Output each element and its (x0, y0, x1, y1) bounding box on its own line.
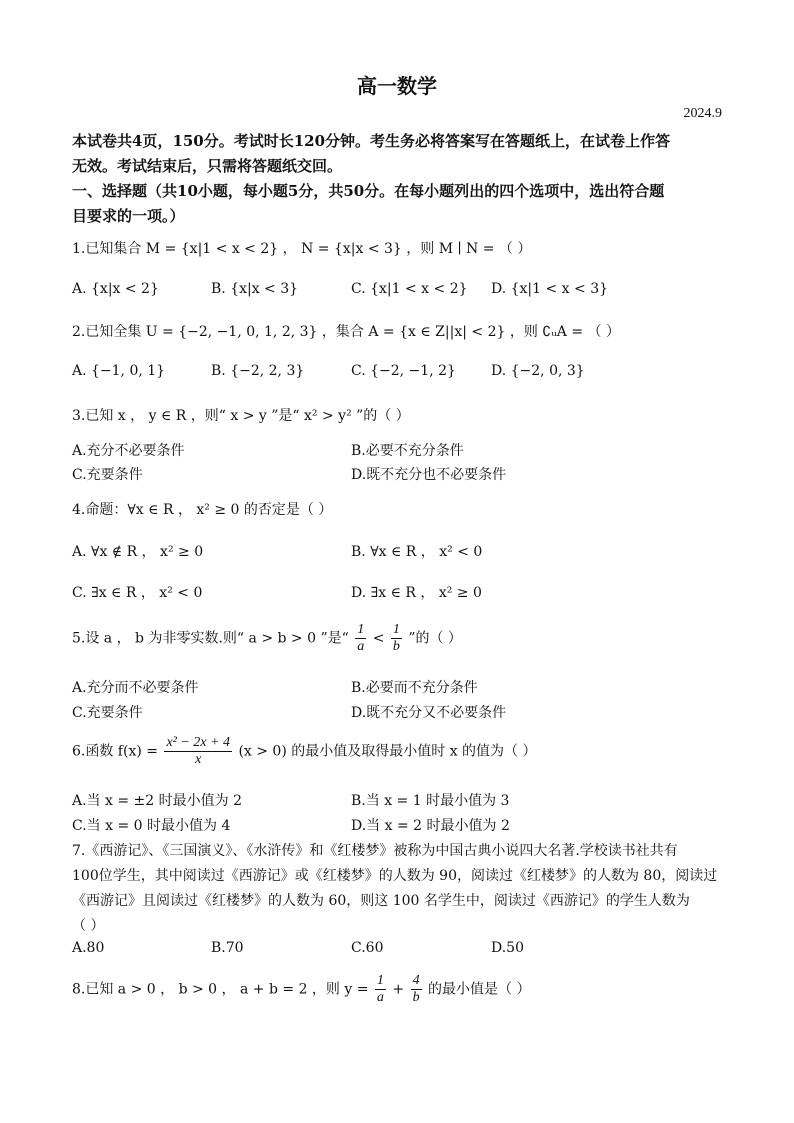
question-5-less-than: < (372, 630, 385, 647)
question-8-stem-pre: 8.已知 a > 0 ， b > 0 ， a + b = 2 ，则 y = (72, 981, 369, 998)
section-heading-line-2: 目要求的一项。） (72, 207, 185, 225)
question-5-option-d: D.既不充分又不必要条件 (351, 705, 507, 721)
question-5-stem-pre: 5.设 a ， b 为非零实数.则“ a > b > 0 ”是“ (72, 630, 349, 647)
question-5-stem-post: ”的（ ） (408, 630, 462, 647)
page-title: 高一数学 (357, 74, 437, 98)
question-4-option-a: A. ∀x ∉ R ， x² ≥ 0 (72, 544, 204, 560)
question-5-fraction-1: $\frac{1}{a}$ (357, 622, 365, 654)
exam-date: 2024.9 (683, 106, 722, 121)
question-1-option-a: A. {x|x < 2} (72, 281, 159, 297)
question-3-option-a: A.充分不必要条件 (72, 443, 185, 459)
question-4-stem: 4.命题：∀x ∈ R ， x² ≥ 0 的否定是（ ） (72, 502, 333, 518)
question-7-option-b: B.70 (211, 940, 244, 956)
question-6-stem-post: (x > 0) 的最小值及取得最小值时 x 的值为（ ） (238, 743, 537, 760)
question-8-stem (72, 973, 530, 1006)
question-1-stem: 1.已知集合 M = {x|1 < x < 2} ， N = {x|x < 3} ，则 M ∣ N = （ ） (72, 241, 532, 257)
question-6-stem-pre: 6.函数 f(x) = (72, 743, 158, 760)
question-5-option-b: B.必要而不充分条件 (351, 680, 478, 696)
question-5-option-a: A.充分而不必要条件 (72, 680, 199, 696)
question-2-option-c: C. {−2, −1, 2} (351, 363, 456, 379)
question-4-option-c: C. ∃x ∈ R ， x² < 0 (72, 585, 203, 601)
question-1-option-c: C. {x|1 < x < 2} (351, 281, 468, 297)
question-7-stem-line-2: 100位学生，其中阅读过《西游记》或《红楼梦》的人数为 90，阅读过《红楼梦》的人数为 80，阅读过 (72, 868, 718, 884)
question-2-option-b: B. {−2, 2, 3} (211, 363, 305, 379)
question-4-option-d: D. ∃x ∈ R ， x² ≥ 0 (351, 585, 482, 601)
question-4-option-b: B. ∀x ∈ R ， x² < 0 (351, 544, 483, 560)
question-2-stem: 2.已知全集 U = {−2, −1, 0, 1, 2, 3} ，集合 A = {x ∈ Z||x| < 2} ，则 ∁ᵤA = （ ） (72, 324, 620, 340)
question-7-option-c: C.60 (351, 940, 384, 956)
question-2-option-d: D. {−2, 0, 3} (491, 363, 585, 379)
question-7-stem-line-4: （ ） (72, 918, 105, 934)
question-6-option-d: D.当 x = 2 时最小值为 2 (351, 818, 510, 834)
question-3-option-b: B.必要不充分条件 (351, 443, 464, 459)
question-6-option-a: A.当 x = ±2 时最小值为 2 (72, 793, 242, 809)
question-3-option-c: C.充要条件 (72, 467, 143, 483)
question-6-stem (72, 735, 537, 768)
question-7-stem-line-1: 7.《西游记》、《三国演义》、《水浒传》和《红楼梦》被称为中国古典小说四大名著.学校读书社共有 (72, 843, 678, 859)
question-3-stem: 3.已知 x ， y ∈ R ，则“ x > y ”是“ x² > y² ”的（ ） (72, 408, 410, 424)
question-7-option-a: A.80 (72, 940, 105, 956)
question-8-plus: + (392, 981, 405, 998)
question-5-stem (72, 622, 462, 655)
intro-line-1: 本试卷共4页，150分。考试时长120分钟。考生务必将答案写在答题纸上，在试卷上作答 (72, 132, 671, 150)
question-6-option-c: C.当 x = 0 时最小值为 4 (72, 818, 231, 834)
question-6-option-b: B.当 x = 1 时最小值为 3 (351, 793, 510, 809)
question-5-fraction-2: $\frac{1}{b}$ (392, 622, 400, 654)
question-7-stem-line-3: 《西游记》且阅读过《红楼梦》的人数为 60，则这 100 名学生中，阅读过《西游记》的学生人数为 (72, 893, 690, 909)
question-8-fraction-1: $\frac{1}{a}$ (376, 973, 384, 1005)
question-5-option-c: C.充要条件 (72, 705, 143, 721)
question-7-option-d: D.50 (491, 940, 524, 956)
question-8-fraction-2: $\frac{4}{b}$ (412, 973, 420, 1005)
question-2-option-a: A. {−1, 0, 1} (72, 363, 166, 379)
section-heading-line-1: 一、选择题（共10小题，每小题5分，共50分。在每小题列出的四个选项中，选出符合题 (72, 182, 665, 200)
question-1-option-b: B. {x|x < 3} (211, 281, 299, 297)
question-3-option-d: D.既不充分也不必要条件 (351, 467, 507, 483)
question-8-stem-post: 的最小值是（ ） (428, 981, 531, 998)
question-1-option-d: D. {x|1 < x < 3} (491, 281, 609, 297)
intro-line-2: 无效。考试结束后，只需将答题纸交回。 (72, 157, 343, 175)
question-6-fraction: $\frac{\text{x² − 2x + 4}}{x}$ (166, 735, 230, 767)
